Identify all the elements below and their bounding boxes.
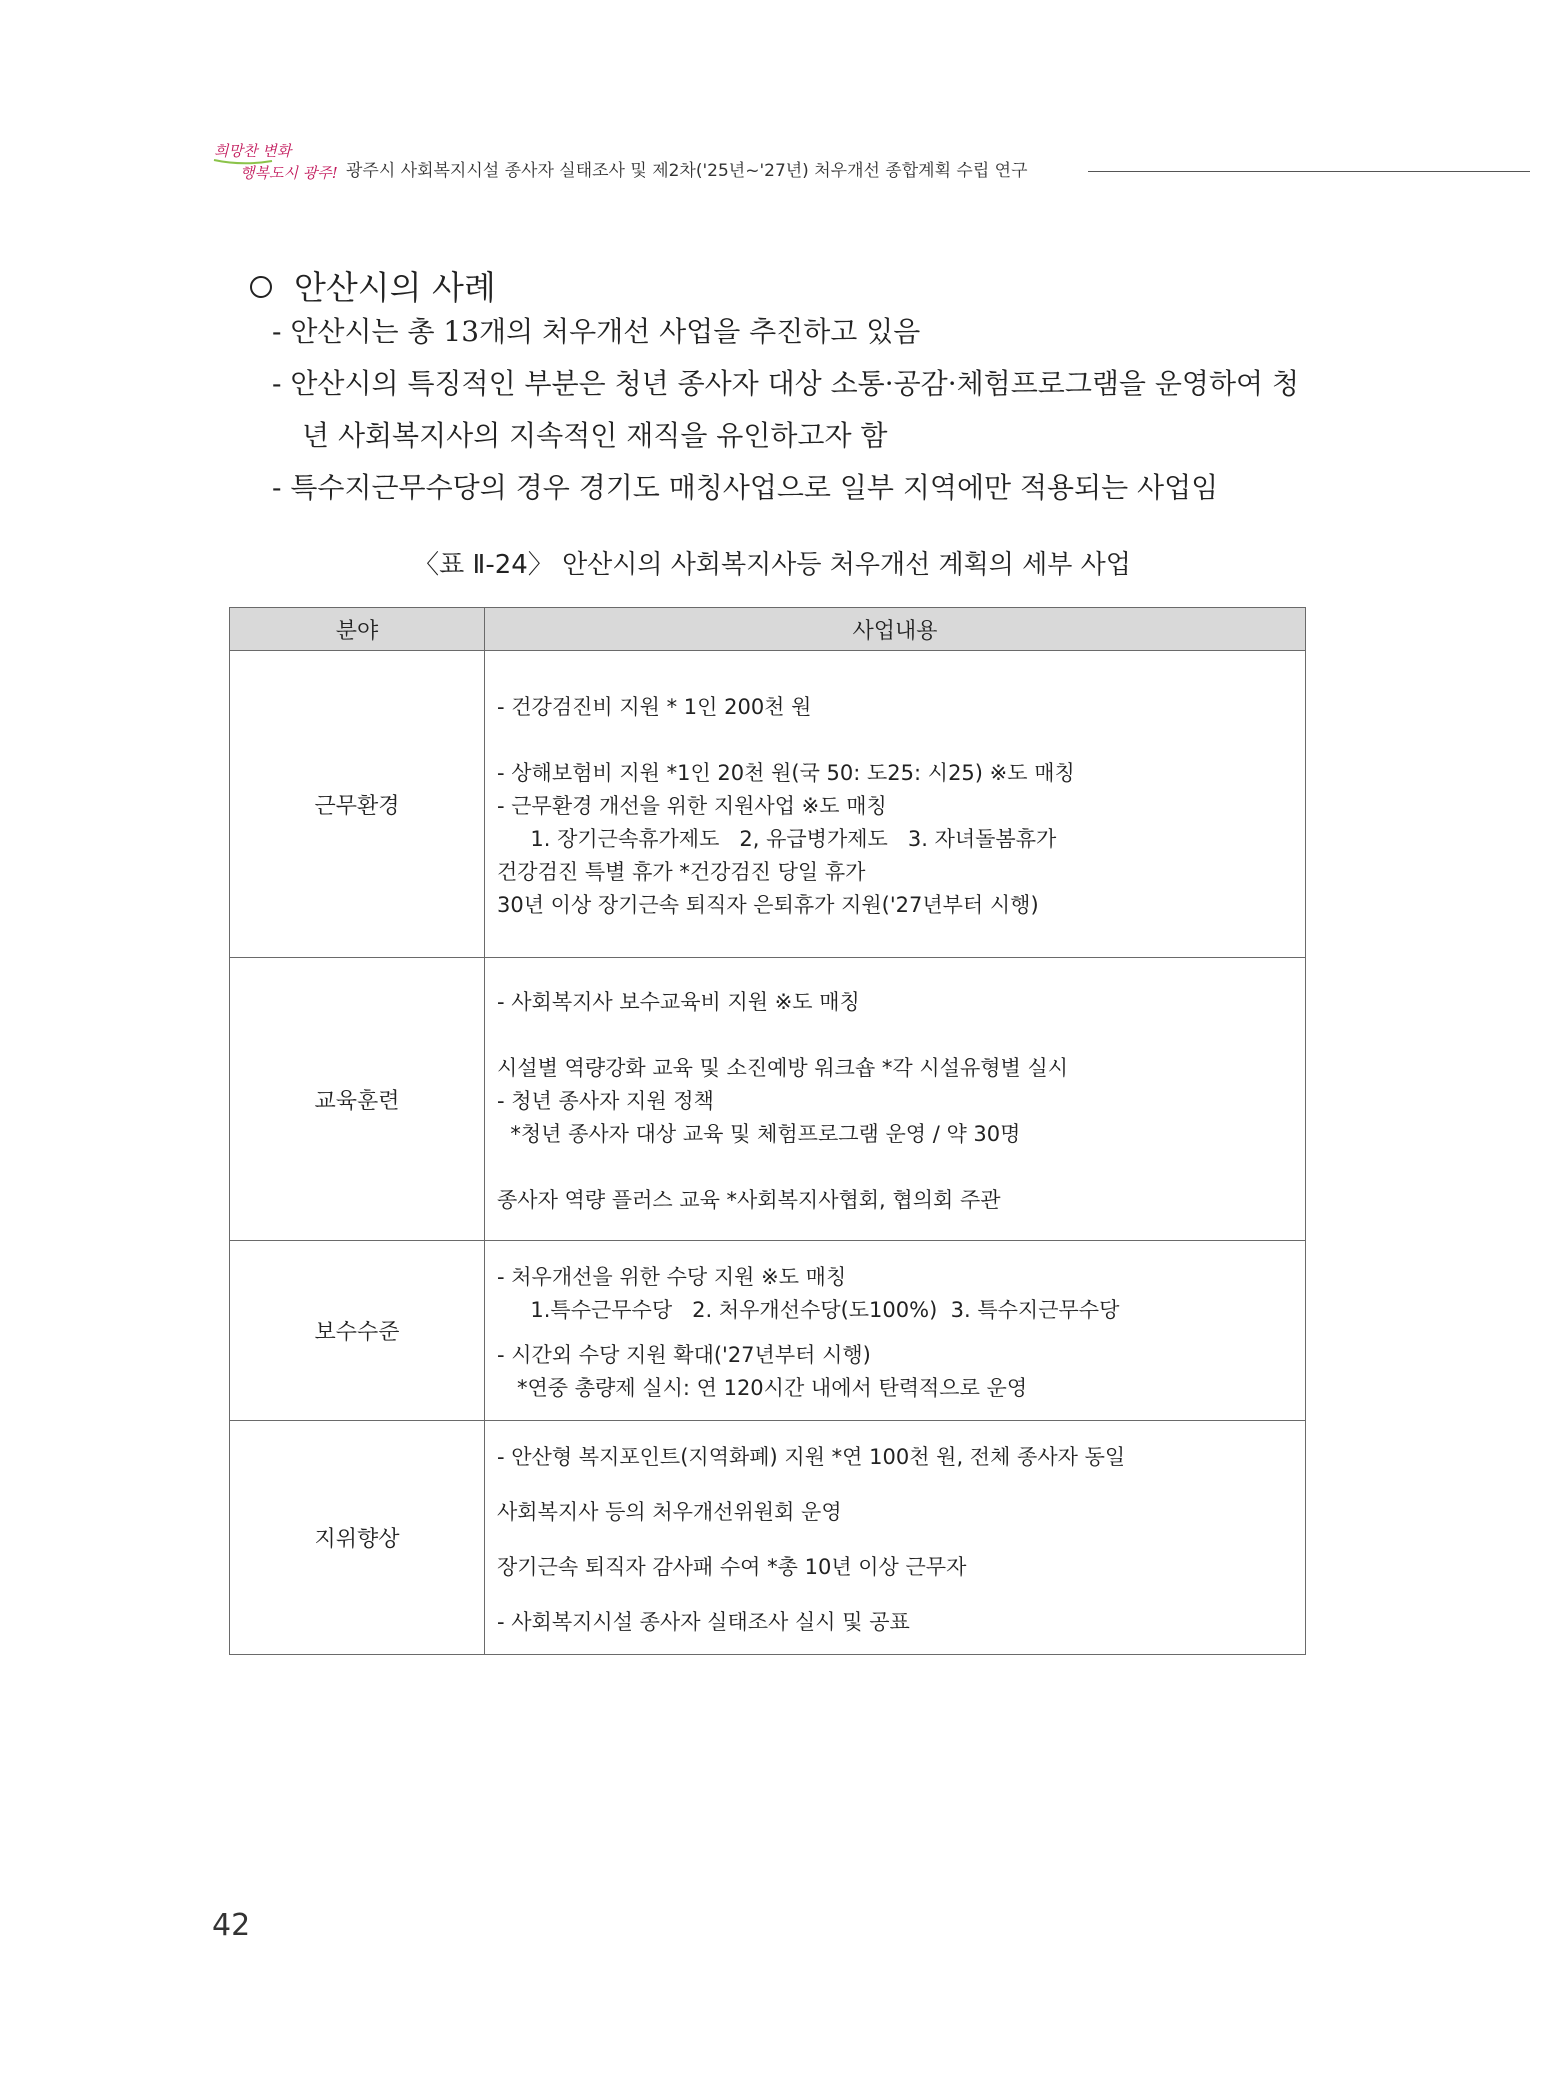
page-header (212, 136, 1530, 184)
content-line (497, 1151, 1293, 1184)
content-line: - 안산형 복지포인트(지역화폐) 지원 *연 100천 원, 전체 종사자 동일 (497, 1444, 1126, 1469)
content-cell (485, 1241, 1306, 1421)
svg-text:행복도시 광주!: 행복도시 광주! (240, 164, 338, 182)
content-line: - 사회복지시설 종사자 실태조사 실시 및 공표 (497, 1609, 910, 1634)
page-number: 42 (212, 1908, 251, 1943)
content-line: - 상해보험비 지원 *1인 20천 원(국 50: 도25: 시25) ※도 매칭 (497, 760, 1075, 785)
table-row (230, 958, 1306, 1241)
content-line: 종사자 역량 플러스 교육 *사회복지사협회, 협의회 주관 (497, 1187, 1001, 1212)
table-row (230, 651, 1306, 958)
content-cell (485, 958, 1306, 1241)
content-line (497, 724, 1293, 757)
table-header-row (230, 608, 1306, 651)
content-line: 1. 장기근속휴가제도 2, 유급병가제도 3. 자녀돌봄휴가 (497, 826, 1057, 851)
table-caption: 〈표 Ⅱ-24〉 안산시의 사회복지사등 처우개선 계획의 세부 사업 (413, 550, 1131, 580)
content-line: - 청년 종사자 지원 정책 (497, 1088, 714, 1113)
content-line: - 처우개선을 위한 수당 지원 ※도 매칭 (497, 1264, 847, 1289)
section-title: 안산시의 사례 (250, 262, 496, 309)
brand-logo (212, 136, 342, 184)
table-row (230, 1421, 1306, 1655)
content-line: - 사회복지사 보수교육비 지원 ※도 매칭 (497, 989, 860, 1014)
svg-text:희망찬 변화: 희망찬 변화 (214, 142, 292, 160)
category-cell: 근무환경 (230, 651, 485, 958)
header-title: 광주시 사회복지시설 종사자 실태조사 및 제2차('25년~'27년) 처우개선 종합계획 수립 연구 (346, 161, 1028, 181)
table-row (230, 1241, 1306, 1421)
content-line: 장기근속 퇴직자 감사패 수여 *총 10년 이상 근무자 (497, 1554, 967, 1579)
content-line: 사회복지사 등의 처우개선위원회 운영 (497, 1499, 842, 1524)
content-line: - 시간외 수당 지원 확대('27년부터 시행) (497, 1342, 871, 1367)
content-line (497, 1019, 1293, 1052)
content-line: 1.특수근무수당 2. 처우개선수당(도100%) 3. 특수지근무수당 (497, 1297, 1120, 1322)
bullet-1: - 안산시는 총 13개의 처우개선 사업을 추진하고 있음 (272, 315, 921, 348)
bullet-2: - 안산시의 특징적인 부분은 청년 종사자 대상 소통·공감·체험프로그램을 운영하여 청 (272, 367, 1300, 400)
content-cell (485, 651, 1306, 958)
category-cell: 보수수준 (230, 1241, 485, 1421)
header-rule (1088, 171, 1530, 172)
column-header-content: 사업내용 (485, 608, 1306, 651)
bullet-3: - 특수지근무수당의 경우 경기도 매칭사업으로 일부 지역에만 적용되는 사업임 (272, 471, 1219, 504)
content-line: - 근무환경 개선을 위한 지원사업 ※도 매칭 (497, 793, 887, 818)
circle-bullet-icon (250, 276, 272, 298)
category-cell: 지위향상 (230, 1421, 485, 1655)
column-header-category: 분야 (230, 608, 485, 651)
content-line: 건강검진 특별 휴가 *건강검진 당일 휴가 (497, 859, 866, 884)
bullet-2-continued: 년 사회복지사의 지속적인 재직을 유인하고자 함 (302, 419, 888, 452)
category-cell: 교육훈련 (230, 958, 485, 1241)
detail-table (229, 607, 1306, 1655)
content-line: *청년 종사자 대상 교육 및 체험프로그램 운영 / 약 30명 (497, 1121, 1021, 1146)
content-cell (485, 1421, 1306, 1655)
content-line: *연중 총량제 실시: 연 120시간 내에서 탄력적으로 운영 (497, 1375, 1028, 1400)
content-line: 30년 이상 장기근속 퇴직자 은퇴휴가 지원('27년부터 시행) (497, 892, 1039, 917)
content-line: 시설별 역량강화 교육 및 소진예방 워크숍 *각 시설유형별 실시 (497, 1055, 1069, 1080)
content-line: - 건강검진비 지원 * 1인 200천 원 (497, 694, 812, 719)
